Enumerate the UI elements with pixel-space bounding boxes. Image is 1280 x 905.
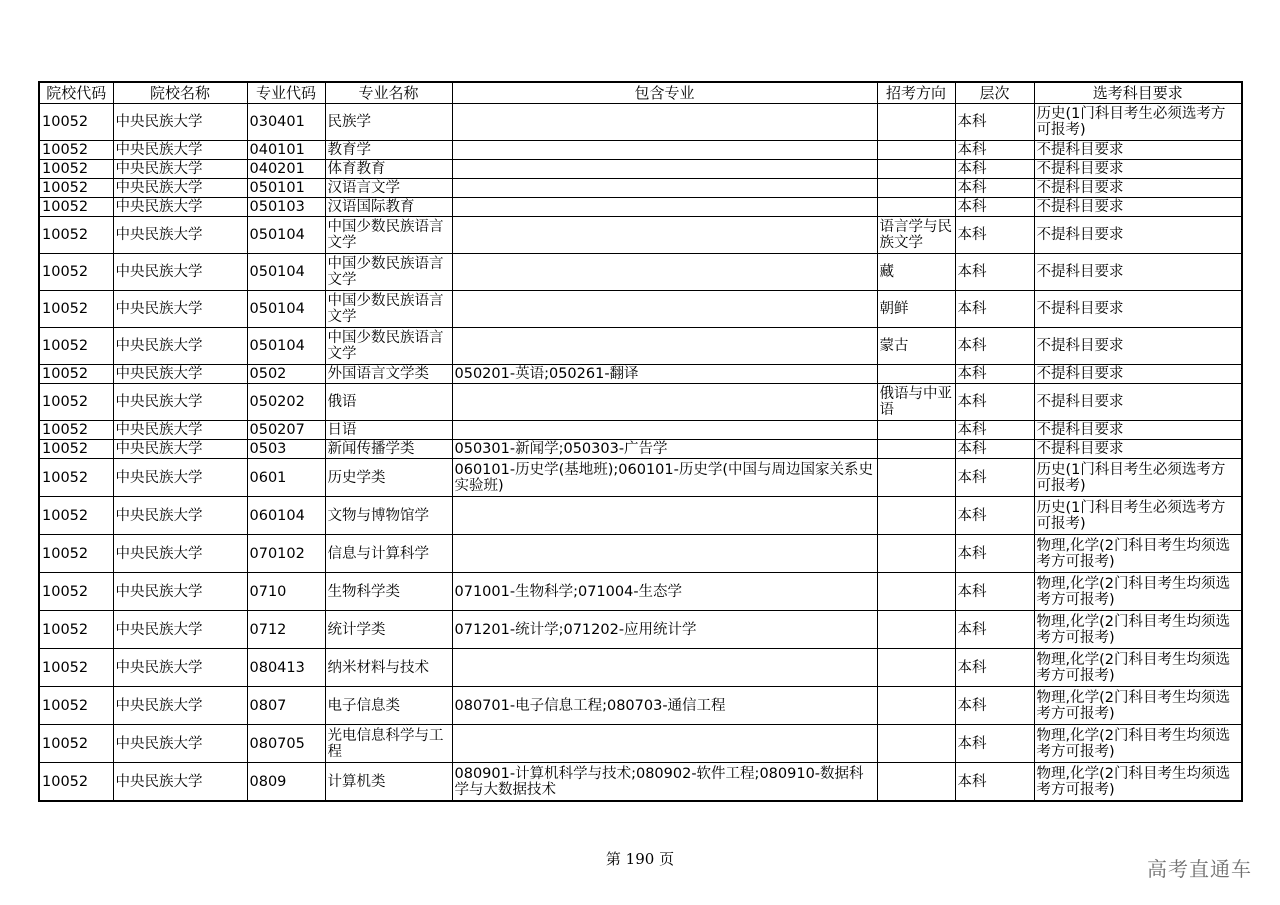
cell-level: 本科 (955, 179, 1034, 198)
cell-school-code: 10052 (39, 535, 113, 573)
cell-direction (877, 365, 955, 384)
header-major-code: 专业代码 (247, 82, 325, 104)
cell-included-majors: 080701-电子信息工程;080703-通信工程 (452, 687, 877, 725)
cell-direction (877, 104, 955, 141)
cell-subject-requirement: 不提科目要求 (1034, 421, 1242, 440)
cell-included-majors (452, 649, 877, 687)
cell-school-name: 中央民族大学 (113, 497, 247, 535)
cell-school-code: 10052 (39, 687, 113, 725)
cell-level: 本科 (955, 291, 1034, 328)
cell-major-code: 080705 (247, 725, 325, 763)
table-row (39, 611, 1242, 649)
cell-major-name: 文物与博物馆学 (325, 497, 452, 535)
cell-major-name: 外国语言文学类 (325, 365, 452, 384)
cell-subject-requirement: 不提科目要求 (1034, 365, 1242, 384)
cell-school-name: 中央民族大学 (113, 649, 247, 687)
cell-included-majors (452, 535, 877, 573)
cell-school-code: 10052 (39, 365, 113, 384)
table-row (39, 763, 1242, 802)
cell-school-name: 中央民族大学 (113, 440, 247, 459)
cell-school-name: 中央民族大学 (113, 141, 247, 160)
cell-included-majors (452, 254, 877, 291)
cell-included-majors: 060101-历史学(基地班);060101-历史学(中国与周边国家关系史实验班) (452, 459, 877, 497)
cell-major-name: 汉语国际教育 (325, 198, 452, 217)
watermark: 高考直通车 (1147, 857, 1252, 881)
cell-major-code: 050207 (247, 421, 325, 440)
cell-subject-requirement: 不提科目要求 (1034, 160, 1242, 179)
table-row (39, 573, 1242, 611)
cell-subject-requirement: 历史(1门科目考生必须选考方可报考) (1034, 459, 1242, 497)
table-row (39, 179, 1242, 198)
cell-school-name: 中央民族大学 (113, 763, 247, 802)
cell-major-name: 新闻传播学类 (325, 440, 452, 459)
cell-direction (877, 725, 955, 763)
cell-major-name: 中国少数民族语言文学 (325, 291, 452, 328)
cell-direction: 藏 (877, 254, 955, 291)
table-row (39, 497, 1242, 535)
cell-major-name: 教育学 (325, 141, 452, 160)
cell-school-name: 中央民族大学 (113, 160, 247, 179)
cell-major-code: 050104 (247, 217, 325, 254)
cell-major-name: 生物科学类 (325, 573, 452, 611)
cell-direction (877, 497, 955, 535)
cell-level: 本科 (955, 649, 1034, 687)
cell-included-majors (452, 217, 877, 254)
cell-major-name: 中国少数民族语言文学 (325, 254, 452, 291)
table-row (39, 440, 1242, 459)
cell-direction (877, 179, 955, 198)
cell-major-name: 统计学类 (325, 611, 452, 649)
cell-school-code: 10052 (39, 459, 113, 497)
cell-included-majors (452, 328, 877, 365)
cell-school-code: 10052 (39, 421, 113, 440)
table-row (39, 649, 1242, 687)
cell-school-code: 10052 (39, 384, 113, 421)
cell-school-name: 中央民族大学 (113, 573, 247, 611)
cell-major-name: 光电信息科学与工程 (325, 725, 452, 763)
table-row (39, 459, 1242, 497)
table-row (39, 687, 1242, 725)
cell-included-majors (452, 141, 877, 160)
cell-direction (877, 649, 955, 687)
table-row (39, 421, 1242, 440)
cell-major-code: 0710 (247, 573, 325, 611)
header-direction: 招考方向 (877, 82, 955, 104)
cell-direction: 朝鲜 (877, 291, 955, 328)
cell-major-name: 电子信息类 (325, 687, 452, 725)
cell-major-name: 民族学 (325, 104, 452, 141)
cell-level: 本科 (955, 384, 1034, 421)
cell-subject-requirement: 物理,化学(2门科目考生均须选考方可报考) (1034, 535, 1242, 573)
cell-school-code: 10052 (39, 160, 113, 179)
cell-school-code: 10052 (39, 254, 113, 291)
cell-major-code: 0712 (247, 611, 325, 649)
table-row (39, 328, 1242, 365)
cell-major-name: 体育教育 (325, 160, 452, 179)
cell-school-code: 10052 (39, 649, 113, 687)
cell-school-name: 中央民族大学 (113, 179, 247, 198)
table-row (39, 104, 1242, 141)
cell-school-name: 中央民族大学 (113, 611, 247, 649)
cell-direction (877, 763, 955, 802)
cell-level: 本科 (955, 725, 1034, 763)
cell-major-name: 俄语 (325, 384, 452, 421)
cell-level: 本科 (955, 217, 1034, 254)
cell-included-majors (452, 725, 877, 763)
cell-level: 本科 (955, 535, 1034, 573)
cell-level: 本科 (955, 763, 1034, 802)
table-row (39, 198, 1242, 217)
cell-major-code: 070102 (247, 535, 325, 573)
header-level: 层次 (955, 82, 1034, 104)
cell-included-majors: 050201-英语;050261-翻译 (452, 365, 877, 384)
cell-included-majors: 071001-生物科学;071004-生态学 (452, 573, 877, 611)
cell-included-majors (452, 104, 877, 141)
cell-included-majors (452, 384, 877, 421)
cell-major-code: 050103 (247, 198, 325, 217)
cell-major-code: 080413 (247, 649, 325, 687)
cell-major-name: 纳米材料与技术 (325, 649, 452, 687)
cell-major-code: 050104 (247, 328, 325, 365)
cell-direction (877, 198, 955, 217)
table-row (39, 535, 1242, 573)
cell-level: 本科 (955, 141, 1034, 160)
cell-direction (877, 160, 955, 179)
cell-school-name: 中央民族大学 (113, 291, 247, 328)
cell-subject-requirement: 不提科目要求 (1034, 179, 1242, 198)
cell-level: 本科 (955, 104, 1034, 141)
header-subject-requirement: 选考科目要求 (1034, 82, 1242, 104)
cell-school-code: 10052 (39, 725, 113, 763)
cell-level: 本科 (955, 611, 1034, 649)
cell-direction (877, 573, 955, 611)
cell-major-code: 0502 (247, 365, 325, 384)
cell-included-majors (452, 291, 877, 328)
cell-subject-requirement: 历史(1门科目考生必须选考方可报考) (1034, 104, 1242, 141)
cell-direction: 蒙古 (877, 328, 955, 365)
admission-table (38, 81, 1243, 802)
cell-school-name: 中央民族大学 (113, 535, 247, 573)
cell-school-code: 10052 (39, 291, 113, 328)
cell-school-name: 中央民族大学 (113, 459, 247, 497)
cell-subject-requirement: 不提科目要求 (1034, 384, 1242, 421)
cell-school-code: 10052 (39, 104, 113, 141)
cell-subject-requirement: 物理,化学(2门科目考生均须选考方可报考) (1034, 763, 1242, 802)
table-row (39, 254, 1242, 291)
cell-major-code: 030401 (247, 104, 325, 141)
cell-school-name: 中央民族大学 (113, 687, 247, 725)
cell-level: 本科 (955, 440, 1034, 459)
cell-subject-requirement: 不提科目要求 (1034, 291, 1242, 328)
cell-school-code: 10052 (39, 497, 113, 535)
cell-included-majors (452, 497, 877, 535)
cell-included-majors (452, 198, 877, 217)
cell-major-name: 中国少数民族语言文学 (325, 217, 452, 254)
cell-direction: 俄语与中亚语 (877, 384, 955, 421)
cell-school-name: 中央民族大学 (113, 254, 247, 291)
cell-major-code: 040201 (247, 160, 325, 179)
header-major-name: 专业名称 (325, 82, 452, 104)
table-row (39, 217, 1242, 254)
cell-major-code: 060104 (247, 497, 325, 535)
cell-subject-requirement: 不提科目要求 (1034, 254, 1242, 291)
cell-subject-requirement: 不提科目要求 (1034, 198, 1242, 217)
cell-level: 本科 (955, 497, 1034, 535)
cell-major-name: 计算机类 (325, 763, 452, 802)
cell-school-name: 中央民族大学 (113, 104, 247, 141)
cell-major-code: 0809 (247, 763, 325, 802)
cell-subject-requirement: 不提科目要求 (1034, 217, 1242, 254)
header-school-code: 院校代码 (39, 82, 113, 104)
cell-major-code: 050104 (247, 254, 325, 291)
cell-included-majors (452, 179, 877, 198)
cell-school-name: 中央民族大学 (113, 365, 247, 384)
header-school-name: 院校名称 (113, 82, 247, 104)
cell-direction (877, 459, 955, 497)
cell-level: 本科 (955, 365, 1034, 384)
table-row (39, 160, 1242, 179)
cell-school-name: 中央民族大学 (113, 384, 247, 421)
cell-included-majors: 080901-计算机科学与技术;080902-软件工程;080910-数据科学与大数据技术 (452, 763, 877, 802)
cell-major-name: 汉语言文学 (325, 179, 452, 198)
cell-direction (877, 440, 955, 459)
table-row (39, 291, 1242, 328)
cell-level: 本科 (955, 687, 1034, 725)
cell-subject-requirement: 物理,化学(2门科目考生均须选考方可报考) (1034, 725, 1242, 763)
cell-school-code: 10052 (39, 611, 113, 649)
header-included-majors: 包含专业 (452, 82, 877, 104)
cell-major-code: 0601 (247, 459, 325, 497)
cell-major-name: 历史学类 (325, 459, 452, 497)
cell-subject-requirement: 物理,化学(2门科目考生均须选考方可报考) (1034, 687, 1242, 725)
cell-level: 本科 (955, 459, 1034, 497)
cell-subject-requirement: 物理,化学(2门科目考生均须选考方可报考) (1034, 573, 1242, 611)
cell-school-name: 中央民族大学 (113, 328, 247, 365)
cell-major-name: 信息与计算科学 (325, 535, 452, 573)
cell-school-code: 10052 (39, 198, 113, 217)
table-row (39, 365, 1242, 384)
cell-direction: 语言学与民族文学 (877, 217, 955, 254)
cell-included-majors: 050301-新闻学;050303-广告学 (452, 440, 877, 459)
cell-subject-requirement: 不提科目要求 (1034, 328, 1242, 365)
cell-direction (877, 421, 955, 440)
cell-school-name: 中央民族大学 (113, 421, 247, 440)
cell-school-code: 10052 (39, 763, 113, 802)
cell-direction (877, 535, 955, 573)
cell-school-name: 中央民族大学 (113, 725, 247, 763)
cell-level: 本科 (955, 160, 1034, 179)
cell-included-majors (452, 160, 877, 179)
page-number: 第 190 页 (605, 850, 675, 868)
cell-subject-requirement: 不提科目要求 (1034, 440, 1242, 459)
cell-subject-requirement: 历史(1门科目考生必须选考方可报考) (1034, 497, 1242, 535)
cell-school-code: 10052 (39, 440, 113, 459)
cell-direction (877, 687, 955, 725)
cell-school-code: 10052 (39, 328, 113, 365)
cell-major-code: 0807 (247, 687, 325, 725)
header-row (39, 82, 1242, 104)
table-row (39, 384, 1242, 421)
cell-major-code: 0503 (247, 440, 325, 459)
cell-major-name: 日语 (325, 421, 452, 440)
cell-major-code: 040101 (247, 141, 325, 160)
table-row (39, 725, 1242, 763)
cell-major-code: 050202 (247, 384, 325, 421)
cell-level: 本科 (955, 254, 1034, 291)
cell-major-code: 050104 (247, 291, 325, 328)
cell-school-code: 10052 (39, 179, 113, 198)
cell-subject-requirement: 物理,化学(2门科目考生均须选考方可报考) (1034, 649, 1242, 687)
cell-school-code: 10052 (39, 141, 113, 160)
cell-school-code: 10052 (39, 217, 113, 254)
cell-level: 本科 (955, 198, 1034, 217)
cell-subject-requirement: 不提科目要求 (1034, 141, 1242, 160)
cell-major-code: 050101 (247, 179, 325, 198)
table-row (39, 141, 1242, 160)
cell-included-majors (452, 421, 877, 440)
cell-direction (877, 611, 955, 649)
cell-school-code: 10052 (39, 573, 113, 611)
cell-level: 本科 (955, 421, 1034, 440)
cell-major-name: 中国少数民族语言文学 (325, 328, 452, 365)
cell-included-majors: 071201-统计学;071202-应用统计学 (452, 611, 877, 649)
cell-subject-requirement: 物理,化学(2门科目考生均须选考方可报考) (1034, 611, 1242, 649)
cell-school-name: 中央民族大学 (113, 217, 247, 254)
cell-level: 本科 (955, 328, 1034, 365)
cell-level: 本科 (955, 573, 1034, 611)
cell-school-name: 中央民族大学 (113, 198, 247, 217)
cell-direction (877, 141, 955, 160)
table-body (39, 104, 1242, 802)
